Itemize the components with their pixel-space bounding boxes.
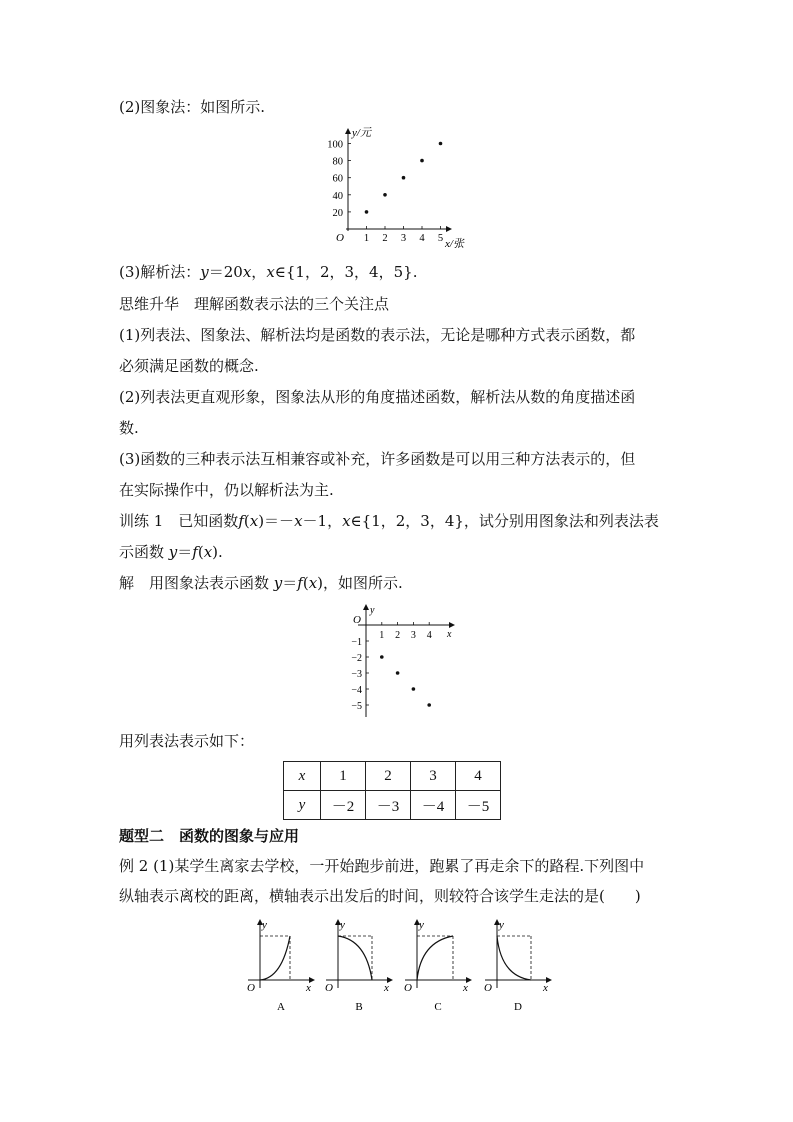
table-row-x — [284, 762, 501, 791]
point2-line2 — [119, 418, 139, 438]
formula-eq: ＝20 — [208, 263, 243, 281]
sublimation-heading — [119, 294, 389, 314]
curve — [497, 936, 531, 980]
point1-line2 — [119, 356, 259, 376]
training2-f: f — [192, 543, 198, 561]
y-tick-label: −3 — [351, 669, 362, 680]
training-eq: )＝－ — [258, 512, 295, 530]
y-axis-arrow — [363, 604, 369, 610]
origin-label: O — [247, 982, 255, 994]
graph-method-line — [119, 97, 265, 117]
data-point — [396, 671, 400, 675]
solution-line — [119, 573, 403, 593]
x-tick-label: 3 — [410, 630, 416, 641]
x-tick-label: 1 — [363, 233, 370, 244]
data-point — [383, 193, 387, 197]
training2-a: 示函数 — [119, 543, 169, 561]
formula-label: (3)解析法： — [119, 263, 201, 281]
solution-eq: ＝ — [282, 574, 298, 592]
y-tick-label: −4 — [351, 685, 362, 696]
formula-domain: ∈{1，2，3，4，5}. — [274, 263, 418, 281]
data-point — [427, 703, 431, 707]
sublimation-heading-text: 思维升华 理解函数表示法的三个关注点 — [119, 295, 390, 313]
table-cell: 1 — [321, 762, 366, 791]
option-caption: D — [514, 1001, 522, 1013]
point3-text1: (3)函数的三种表示法互相兼容或补充，许多函数是可以用三种方法表示的，但 — [119, 450, 636, 468]
table-cell: 4 — [456, 762, 501, 791]
y-tick-label: 80 — [332, 156, 343, 168]
training-line1 — [119, 511, 659, 531]
y-tick-label: 100 — [327, 139, 343, 151]
solution-end: )，如图所示. — [317, 574, 403, 592]
solution-a: 解 用图象法表示函数 — [119, 574, 274, 592]
origin-label: O — [404, 982, 412, 994]
point1-text2: 必须满足函数的概念. — [119, 357, 259, 375]
option-graph-d — [475, 916, 561, 1016]
point3-text2: 在实际操作中，仍以解析法为主. — [119, 481, 334, 499]
curve — [338, 936, 372, 980]
formula-x2: x — [266, 263, 275, 281]
x-axis-arrow — [449, 622, 455, 628]
y-tick-label: −2 — [351, 653, 362, 664]
training2-x: x — [203, 543, 213, 561]
origin-label: O — [353, 614, 361, 626]
curve — [260, 936, 290, 980]
training2-end: ). — [212, 543, 223, 561]
type2-heading — [119, 826, 299, 846]
table-cell: 2 — [366, 762, 411, 791]
table-cell: 3 — [411, 762, 456, 791]
y-axis-label: y/元 — [352, 127, 371, 139]
table-cell: －2 — [321, 791, 366, 820]
x-tick-label: 2 — [395, 630, 401, 641]
example2-text1: 例 2 (1)某学生离家去学校，一开始跑步前进，跑累了再走余下的路程.下列图中 — [119, 857, 645, 875]
example2-line2 — [119, 886, 641, 906]
y-axis-label: y — [340, 919, 345, 931]
training-x: x — [249, 512, 259, 530]
formula-y: y — [200, 263, 209, 281]
data-point — [380, 655, 384, 659]
training-minus1: －1， — [302, 512, 343, 530]
price-scatter-chart — [318, 126, 478, 250]
data-point — [412, 687, 416, 691]
y-tick-label: 40 — [332, 190, 343, 202]
table-cell: －4 — [411, 791, 456, 820]
table-cell: －5 — [456, 791, 501, 820]
x-axis-label: x — [463, 982, 468, 994]
y-axis-label: y — [262, 919, 267, 931]
y-tick-label: 60 — [332, 173, 343, 185]
training-paren: ( — [243, 512, 250, 530]
data-point — [365, 210, 369, 214]
option-graph-c — [395, 916, 481, 1016]
example2-text2: 纵轴表示离校的距离，横轴表示出发后的时间，则较符合该学生走法的是( ) — [119, 887, 641, 905]
option-caption: B — [355, 1001, 363, 1013]
curve — [417, 936, 453, 980]
example2-line1 — [119, 856, 644, 876]
option-graph-a — [238, 916, 324, 1016]
point2-text1: (2)列表法更直观形象，图象法从形的角度描述函数，解析法从数的角度描述函 — [119, 388, 636, 406]
point3-line2 — [119, 480, 334, 500]
training-f: f — [238, 512, 244, 530]
x-axis-label: x — [384, 982, 389, 994]
point1-text1: (1)列表法、图象法、解析法均是函数的表示法，无论是哪种方式表示函数，都 — [119, 326, 636, 344]
data-point — [420, 159, 424, 163]
x-axis-label: x/张 — [445, 238, 464, 250]
origin-label: O — [336, 232, 344, 244]
y-tick-label: −1 — [351, 637, 362, 648]
point1-line1 — [119, 325, 635, 345]
training2-y: y — [168, 543, 178, 561]
solution-paren: ( — [302, 574, 309, 592]
solution-f: f — [297, 574, 303, 592]
table-intro-line — [119, 731, 254, 751]
x-axis-label: x — [306, 982, 311, 994]
type2-heading-text: 题型二 函数的图象与应用 — [119, 827, 300, 845]
y-tick-label: 20 — [332, 207, 343, 219]
y-axis-label: y — [419, 919, 424, 931]
training2-paren: ( — [197, 543, 204, 561]
training-x3: x — [342, 512, 351, 530]
y-tick-label: −5 — [351, 701, 362, 712]
training2-eq: ＝ — [177, 543, 193, 561]
point2-line1 — [119, 387, 635, 407]
training-x2: x — [294, 512, 303, 530]
option-caption: A — [277, 1001, 285, 1013]
table-header-y: y — [284, 791, 321, 820]
x-tick-label: 5 — [437, 233, 444, 244]
origin-label: O — [325, 982, 333, 994]
x-tick-label: 3 — [400, 233, 407, 244]
formula-line — [119, 262, 417, 282]
x-tick-label: 1 — [379, 630, 385, 641]
x-tick-label: 2 — [382, 233, 388, 244]
table-cell: －3 — [366, 791, 411, 820]
formula-x: x — [242, 263, 252, 281]
point2-text2: 数. — [119, 419, 139, 437]
table-intro-text: 用列表法表示如下： — [119, 732, 255, 750]
training-rest: ∈{1，2，3，4}，试分别用图象法和列表法表 — [350, 512, 659, 530]
data-point — [402, 176, 406, 180]
formula-comma: ， — [251, 263, 267, 281]
solution-y: y — [273, 574, 283, 592]
value-table — [283, 761, 501, 820]
origin-label: O — [484, 982, 492, 994]
data-point — [439, 142, 443, 146]
table-row-y — [284, 791, 501, 820]
y-axis-label: y — [370, 605, 375, 616]
option-caption: C — [434, 1001, 442, 1013]
x-axis-arrow — [446, 226, 452, 232]
x-axis-label: x — [543, 982, 548, 994]
option-graph-b — [316, 916, 402, 1016]
solution-x: x — [308, 574, 318, 592]
x-axis-label: x — [447, 629, 452, 640]
training-label: 训练 1 已知函数 — [119, 512, 239, 530]
x-tick-label: 4 — [426, 630, 432, 641]
y-axis-label: y — [499, 919, 504, 931]
graph-method-text: (2)图象法：如图所示. — [119, 98, 266, 116]
x-tick-label: 4 — [419, 233, 425, 244]
function-scatter-chart — [336, 603, 460, 721]
y-axis-arrow — [345, 128, 351, 134]
table-header-x: x — [284, 762, 321, 791]
training-line2 — [119, 542, 223, 562]
point3-line1 — [119, 449, 635, 469]
